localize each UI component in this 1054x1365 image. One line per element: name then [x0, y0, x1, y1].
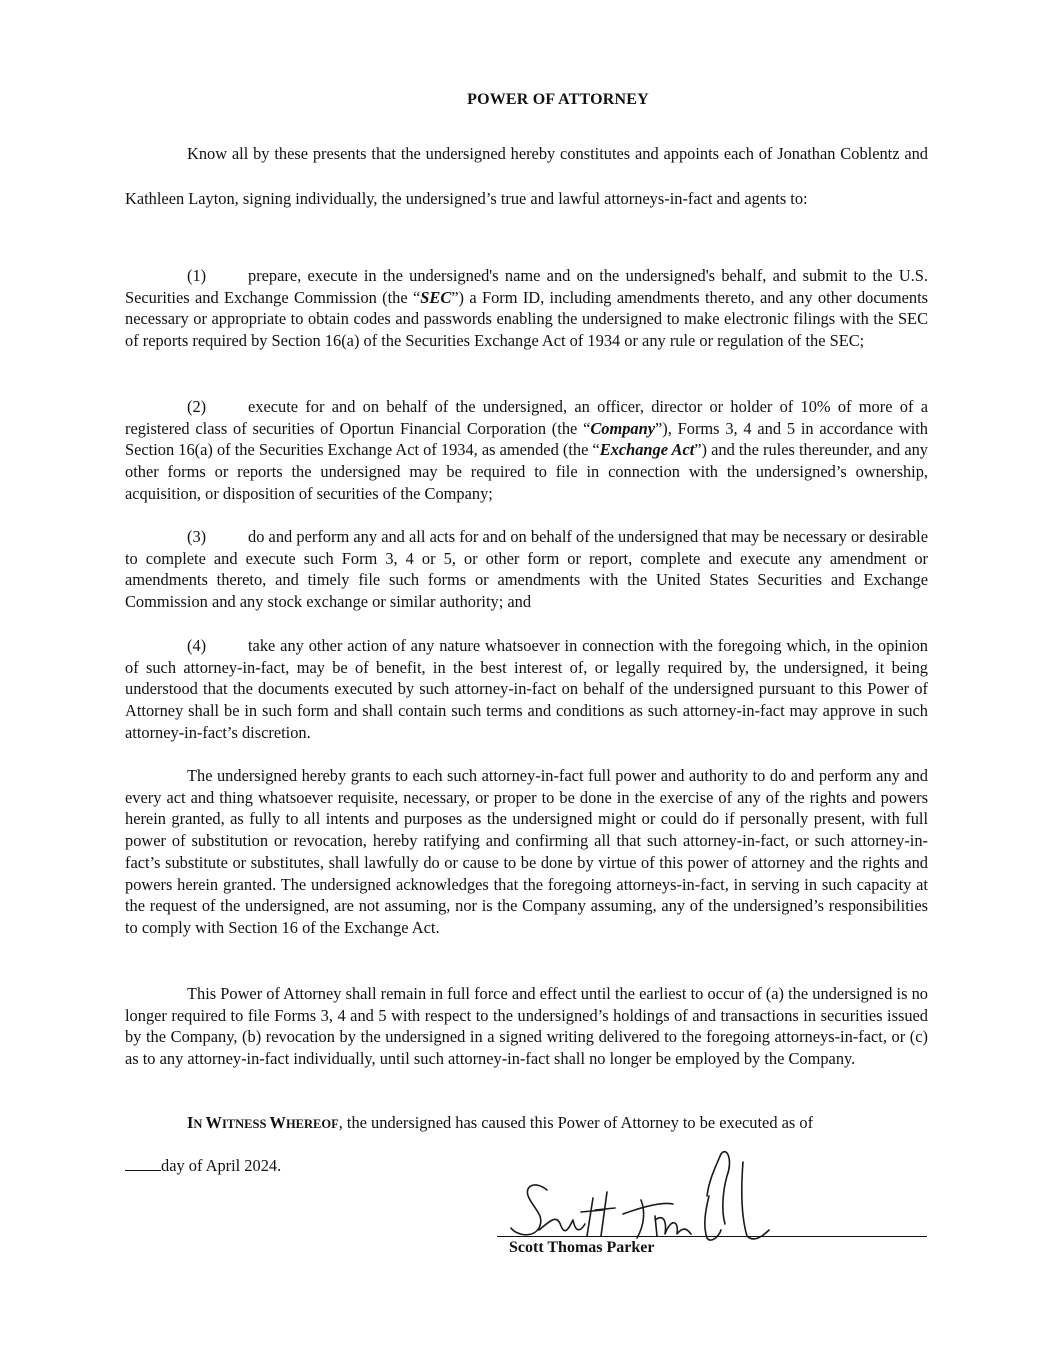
execution-date: day of April 2024. — [125, 1156, 281, 1176]
clause-number: (4) — [187, 636, 207, 655]
document-title: POWER OF ATTORNEY — [467, 91, 649, 108]
intro-paragraph: Know all by these presents that the undersigned hereby constitutes and appoints each of Jonathan Coblentz and Kathleen Layton, signing individually, the undersigned’s true and lawful attorneys-in-fact and agents to: — [125, 144, 928, 208]
grant-paragraph: The undersigned hereby grants to each such attorney-in-fact full power and authority to do and perform any and every act and thing whatsoever requisite, necessary, or proper to be done in the exercise of any of the rights and powers herein granted, as fully to all intents and purposes as the undersigned might or could do if personally present, with full power of substitution or revocation, hereby ratifying and confirming all that such attorney-in-fact, or such attorney-in-fact’s substitute or substitutes, shall lawfully do or cause to be done by virtue of this power of attorney and the rights and powers herein granted. The undersigned acknowledges that the foregoing attorneys-in-fact, in serving in such capacity at the request of the undersigned, are not assuming, nor is the Company assuming, any of the undersigned’s responsibilities to comply with Section 16 of the Exchange Act. — [125, 766, 928, 937]
defined-term: Company — [590, 418, 656, 438]
clause-1: (1) prepare, execute in the undersigned's name and on the undersigned's behalf, and submit to the U.S. Securities and Exchange Commission (the “SEC”) a Form ID, including amendments thereto, and any other documents necessary or appropriate to obtain codes and passwords enabling the undersigned to make electronic filings with the SEC of reports required by Section 16(a) of the Securities Exchange Act of 1934 or any rule or regulation of the SEC; — [125, 266, 928, 351]
clause-2: (2) execute for and on behalf of the undersigned, an officer, director or holder of 10% of more of a registered class of securities of Oportun Financial Corporation (the “Company”), Forms 3, 4 and 5 in accordance with Section 16(a) of the Securities Exchange Act of 1934, as amended (the “Exchange Act”) and the rules thereunder, and any other forms or reports the undersigned may be required to file in connection with the undersigned’s ownership, acquisition, or disposition of securities of the Company; — [125, 397, 928, 503]
term-paragraph: This Power of Attorney shall remain in full force and effect until the earliest to occur of (a) the undersigned is no longer required to file Forms 3, 4 and 5 with respect to the undersigned’s holdings of and transactions in securities issued by the Company, (b) revocation by the undersigned in a signed writing delivered to the foregoing attorneys-in-fact, or (c) as to any attorney-in-fact individually, until such attorney-in-fact shall no longer be employed by the Company. — [125, 984, 928, 1069]
date-blank — [125, 1156, 161, 1171]
clause-3: (3) do and perform any and all acts for and on behalf of the undersigned that may be necessary or desirable to complete and execute such Form 3, 4 or 5, or other form or report, complete and execute any amendment or amendments thereto, and timely file such forms or amendments with the United States Securities and Exchange Commission and any stock exchange or similar authority; and — [125, 527, 928, 612]
signer-name: Scott Thomas Parker — [509, 1239, 655, 1256]
clause-number: (1) — [187, 266, 207, 285]
clause-number: (2) — [187, 397, 207, 416]
witness-paragraph: IN WITNESS WHEREOF, the undersigned has caused this Power of Attorney to be executed as of — [187, 1113, 814, 1132]
clause-number: (3) — [187, 527, 207, 546]
defined-term: Exchange Act — [599, 440, 695, 460]
defined-term: SEC — [420, 287, 452, 307]
signature-line — [497, 1236, 927, 1237]
clause-4: (4) take any other action of any nature whatsoever in connection with the foregoing which, in the opinion of such attorney-in-fact, may be of benefit, in the best interest of, or legally required by, the undersigned, it being understood that the documents executed by such attorney-in-fact on behalf of the undersigned pursuant to this Power of Attorney shall be in such form and shall contain such terms and conditions as such attorney-in-fact may approve in such attorney-in-fact’s discretion. — [125, 636, 928, 742]
